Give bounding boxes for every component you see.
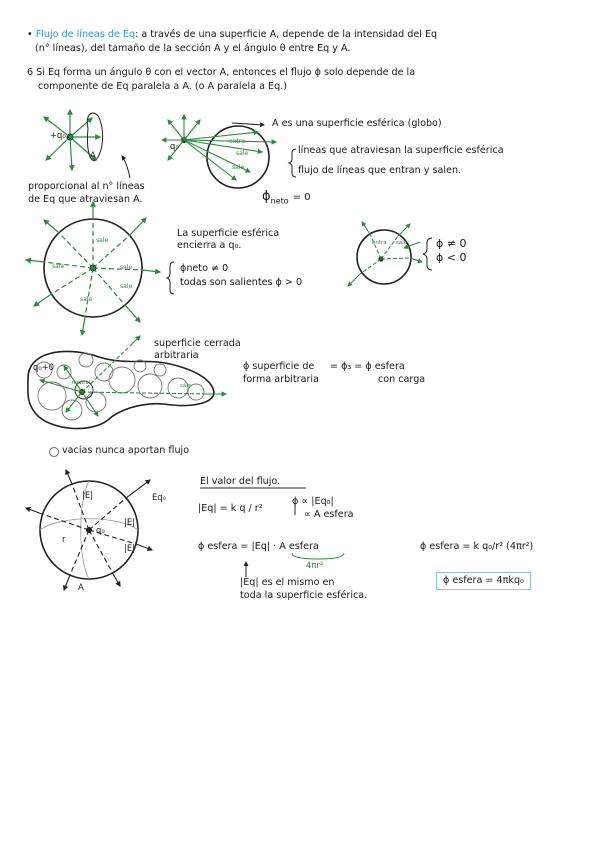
d5-surface-label2: arbitraria (154, 350, 199, 361)
para1-line1 (27, 29, 437, 41)
flux-prop1: ϕ ∝ |Eq₀| (292, 496, 334, 507)
flux-arrow-note2: toda la superficie esférica. (240, 590, 368, 601)
d3-sale-label-3: sale (120, 264, 133, 271)
bullet: • (27, 29, 33, 40)
d4-entra-label: entra (372, 240, 387, 246)
d1-charge-label: +q₀ (50, 130, 66, 140)
d3-sale-label-5: sale (80, 296, 93, 303)
d5-charge-label: q₀+0 (33, 362, 55, 372)
para1-highlight: Flujo de líneas de Eq (35, 29, 136, 40)
d3-note2: encierra a q₀. (177, 240, 242, 251)
d6-area-label: A (78, 582, 84, 592)
flux-phi-esfera2: ϕ esfera = k q₀/r² (4πr²) (420, 541, 534, 552)
d2-annotation: A es una superficie esférica (globo) (272, 118, 442, 129)
diagram4-figure (348, 222, 432, 286)
d3-sale-label-1: sale (96, 237, 109, 244)
para2-line2: componente de Eq paralela a A. (o A paralela a Eq.) (38, 81, 287, 92)
d2-note1: líneas que atraviesan la superficie esférica (298, 145, 504, 156)
d5-sale-label: sale (180, 383, 192, 389)
d6-eq-label: Eq₀ (152, 492, 166, 502)
empty-circle-icon (49, 447, 59, 457)
d4-cond1: ϕ ≠ 0 (436, 237, 467, 250)
flux-result-box: ϕ esfera = 4πkq₀ (436, 572, 531, 590)
d6-radius-label: r (62, 534, 66, 544)
d6-e-label-2: |E| (124, 517, 135, 527)
d1-area-label: A (90, 150, 96, 160)
flux-prop2: ∝ A esfera (304, 509, 354, 520)
d4-sale-label: sale (396, 240, 408, 246)
d2-sale-label-1: sale (236, 150, 249, 157)
d5-eq-mid: = ϕ₃ = ϕ esfera (330, 361, 405, 372)
legend-note: vacías nunca aportan flujo (62, 445, 190, 456)
d1-caption1: proporcional al n° líneas (28, 181, 145, 192)
flux-area-expr: 4πr² (306, 560, 324, 570)
diagram1-figure (44, 110, 130, 178)
d5-eq-part1: ϕ superficie de (243, 361, 315, 372)
d2-phi-subscript: neto (270, 196, 289, 206)
d5-surface-label: superficie cerrada (154, 338, 241, 349)
d3-sale-label-2: sale (52, 263, 65, 270)
para1-line2: (n° líneas), del tamaño de la sección A y el ángulo θ entre Eq y A. (35, 43, 351, 54)
d6-e-label-3: |E| (124, 543, 135, 553)
d5-neutral-label: neutral (72, 380, 90, 386)
d3-sale-label-4: sale (120, 283, 133, 290)
d5-eq-part2b: con carga (378, 374, 426, 385)
d4-cond2: ϕ < 0 (436, 251, 467, 264)
d2-charge-label: q₀ (170, 141, 179, 151)
para2-line1: 6 Si Eq forma un ángulo θ con el vector A, entonces el flujo ϕ solo depende de la (27, 67, 416, 78)
diagram3-figure (26, 202, 160, 335)
d3-note1: La superficie esférica (177, 228, 280, 239)
d2-phi-symbol: ϕ (262, 189, 271, 204)
d6-charge-label: q₀ (96, 525, 105, 535)
d2-entra-label: entra (229, 138, 245, 145)
flux-title: El valor del flujo. (200, 476, 281, 487)
d2-sale-label-2: sale (232, 164, 245, 171)
flux-phi-esfera: ϕ esfera = |Eq| · A esfera (198, 541, 319, 552)
para1-line1-rest: : a través de una superficie A, depende de la intensidad del Eq (135, 29, 438, 40)
d1-caption2: de Eq que atraviesan A. (28, 194, 143, 205)
d5-eq-part1b: forma arbitraria (243, 374, 319, 385)
d2-phi-value: = 0 (292, 192, 311, 203)
d2-note2: flujo de líneas que entran y salen. (298, 165, 462, 176)
d3-cond2: todas son salientes ϕ > 0 (180, 277, 303, 288)
flux-arrow-note1: |Eq| es el mismo en (240, 577, 335, 588)
d3-cond1: ϕneto ≠ 0 (180, 263, 229, 274)
diagram6-figure (26, 470, 152, 590)
flux-e-formula: |Eq| = k q / r² (198, 503, 263, 514)
d6-e-label-1: |E| (82, 490, 93, 500)
diagram2-figure (162, 115, 276, 188)
d2-phi (262, 189, 311, 207)
